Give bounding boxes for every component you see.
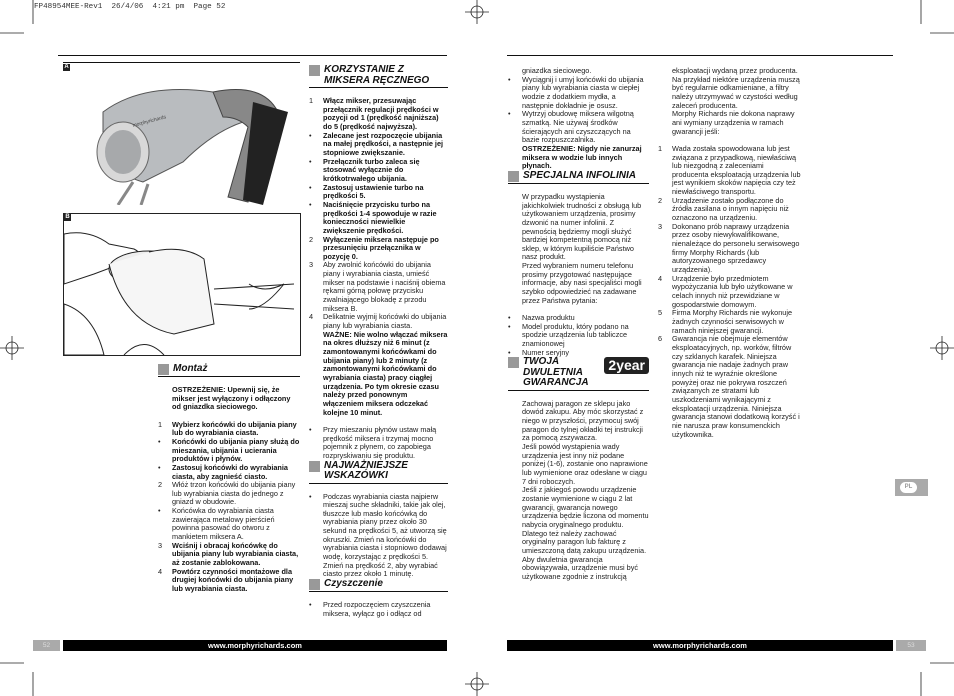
list-item [658,334,802,439]
column-assembly [158,363,300,594]
list-marker: 4 [658,273,663,283]
list-marker: 3 [158,540,163,550]
paragraph: eksploatacji wydaną przez producenta. Na przykład niektóre urządzenia muszą być regularnie odkamieniane, a filtry należy utrzymywać w czystości według zaleceń producenta. [672,66,800,110]
paragraph: Aby dwuletnia gwarancja obowiązywała, urządzenie musi być użytkowane zgodnie z instrukcją [522,554,638,581]
section-heading-text: KORZYSTANIE Z MIKSERA RĘCZNEGO [324,64,430,86]
list-item [508,74,649,111]
list-item-text: Końcówka do wyrabiania ciasta zawierająca metalowy pierścień powinna pasować do otworu z mankietem miksera A. [172,506,275,542]
list-item [309,199,448,236]
list-item [309,130,448,158]
list-marker: • [309,130,312,140]
two-year-guarantee-badge: 2year [604,357,649,374]
list-item-text: Wybierz końcówki do ubijania piany lub do wyrabiania ciasta. [172,419,297,438]
section-heading-text: Czyszczenie [324,578,383,590]
list-item-text: Numer seryjny [522,347,570,357]
list-item [658,143,802,197]
list-item-text: Zalecane jest rozpoczęcie ubijania na małej prędkości, a następnie jej stopniowe zwiększanie. [323,130,444,157]
list-item-text: Wytrzyj obudowę miksera wilgotną szmatką. Nie używaj środków ścierających ani czyszczących na bazie rozpuszczalnika. [522,109,634,145]
section-heading [158,364,300,377]
heading-square-icon [508,171,519,182]
list-item [309,312,448,331]
list-item-text: Wyłączenie miksera następuje po przesunięciu przełącznika w pozycję 0. [323,234,439,261]
list-item-text: Przed rozpoczęciem czyszczenia miksera, wyłącz go i odłącz od [323,600,431,618]
language-tab-label: PL [900,482,917,493]
list-item-text: Aby zwolnić końcówki do ubijania piany i wyrabiania ciasta, umieść mikser na podstawie i naciśnij obiema rękami górną połowę przycisku zwalniającego blokadę z przodu miksera B. [323,260,446,313]
list-item-text: Gwarancja nie obejmuje elementów eksploatacyjnych, np. worków, filtrów czy szklanych karafek. Niniejsza gwarancja nie nadaje żadnych praw innych niż te wyraźnie określone powyżej oraz nie pokrywa roszczeń związanych ze stratami lub uszkodzeniami wynikającymi z eksploatacji urządzenia. Niniejsza gwarancja stanowi dodatkową korzyść i nie narusza praw konsumenckich użytkownika. [672,334,800,439]
list-item [158,506,300,542]
paragraph: W przypadku wystąpienia jakichkolwiek trudności z obsługą lub użytkowaniem urządzenia, prosimy dzwonić na numer infolinii. Z pewnością będziemy mogli służyć bardziej kompetentną pomocą niż sklep, w którym kupiliście Państwo nasz produkt. [522,191,642,262]
list-item [158,462,300,481]
paragraph: Zachowaj paragon ze sklepu jako dowód zakupu. Aby móc skorzystać z niego w przyszłości, przymocuj swój paragon do tylnej okładki tej instrukcji za pomocą zszywacza. [522,398,644,443]
footer-url-left: www.morphyrichards.com [63,640,447,651]
paragraph: gniazdka sieciowego. [522,66,592,75]
list-marker: • [309,156,312,166]
paragraph: Jeśli z jakiegoś powodu urządzenie zostanie wymienione w ciągu 2 lat gwarancji, gwarancja nowego urządzenia będzie liczona od momentu nabycia oryginalnego produktu. Dlatego też należy zachować oryginalny paragon lub fakturę z umieszczoną datą zakupu urządzenia. [522,485,649,555]
print-slug: FP48954MEE-Rev1 26/4/06 4:21 pm Page 52 [34,3,226,11]
figure-b-label: B [65,214,70,220]
heading-square-icon [508,357,519,368]
list-item [658,221,802,275]
list-marker: 4 [309,312,314,322]
list-marker: 2 [158,480,163,490]
list-item-text: Włącz mikser, przesuwając przełącznik regulacji prędkości w pozycji od 1 (prędkość najniższa) do 5 (prędkość najwyższa). [323,96,439,131]
list-marker: • [508,347,511,357]
list-item-text: Wciśnij i obracaj końcówkę do ubijania piany lub wyrabiania ciasta, aż zostanie zablokowana. [172,540,299,568]
list-marker: 5 [658,308,663,318]
list-marker: 2 [658,195,663,205]
list-marker: • [158,506,161,516]
column-usage [309,64,448,618]
list-marker: • [309,199,312,209]
list-item-text: Końcówki do ubijania piany służą do mieszania, ubijania i ucierania produktów i płynów. [172,436,300,464]
section-heading [309,461,448,484]
list-marker: 3 [309,260,314,270]
list-item [508,321,649,349]
paragraph: WAŻNE: Nie wolno włączać miksera na okres dłuższy niż 6 minut (z zamontowanymi końcówkami do ubijania piany) lub 2 minuty (z zamontowanymi końcówkami do wyrabiania ciasta) pracy ciągłej urządzenia. Po tym okresie czasu należy przed ponownym włączeniem miksera odczekać kolejne 10 minut. [323,329,448,417]
section-heading-text: TWOJA DWULETNIA GWARANCJA [523,356,589,389]
list-marker: 3 [658,221,663,231]
language-tab [895,479,928,496]
section-heading [508,357,649,391]
figure-a-label: A [64,64,69,70]
list-item-text: Powtórz czynności montażowe dla drugiej końcówki do ubijania piany lub wyrabiania ciasta. [172,566,294,594]
paragraph: Przed wybraniem numeru telefonu prosimy przygotować następujące informacje, aby nasi specjaliści mogli szybko odpowiedzieć na zadawane przez Państwa pytania: [522,261,642,305]
list-item [309,182,448,201]
heading-square-icon [158,364,169,375]
column-helpline-warranty [508,66,649,582]
list-item [158,419,300,438]
page-number-left: 52 [33,640,60,651]
list-item [309,260,448,313]
list-marker: • [309,491,312,501]
list-item-text: Delikatnie wyjmij końcówki do ubijania piany lub wyrabiania ciasta. [323,312,447,331]
list-item [309,234,448,262]
section-heading [309,65,448,88]
page-number-right: 53 [896,640,926,651]
heading-square-icon [309,65,320,76]
list-item [309,156,448,184]
list-item [309,424,448,461]
list-marker: 4 [158,566,163,576]
list-item-text: Urządzenie zostało podłączone do źródła zasilana o innym napięciu niż oznaczono na urządzeniu. [672,195,789,223]
list-item-text: Urządzenie było przedmiotem wypożyczania lub było użytkowane w celach innych niż przewidziane w gospodarstwie domowym. [672,273,793,309]
list-marker: 2 [309,234,314,244]
list-marker: • [508,74,511,84]
list-item-text: Firma Morphy Richards nie wykonuje żadnych czynności serwisowych w ramach niniejszej gwarancji. [672,308,793,335]
list-item [658,195,802,223]
figure-a-mixer-image [63,72,300,205]
list-marker: • [508,109,511,119]
list-item [158,436,300,464]
list-item [658,308,802,335]
paragraph: Jeśli powód wystąpienia wady urządzenia jest inny niż podane poniżej (1-6), zostanie ono naprawione lub wymienione oraz odesłane w ciągu 7 dni roboczych. [522,442,648,486]
list-item [309,600,448,618]
section-heading-text: Montaż [173,363,208,374]
heading-square-icon [309,579,320,590]
section-heading [309,579,448,592]
list-item-text: Włóż trzon końcówki do ubijania piany lub wyrabiania ciasta do jednego z gniazd w obudowie. [172,480,296,507]
list-marker: 1 [658,143,663,153]
list-item [309,96,448,132]
list-item-text: Podczas wyrabiania ciasta najpierw mieszaj suche składniki, takie jak olej, tłuszcze lub masło końcówką do wyrabiania piany przez około 30 sekund na prędkości 5, aż utworzą się okruszki. Zmień na końcówki do wyrabiania ciasta i stopniowo dodawaj wodę, korzystając z prędkości 5. Zmień na prędkość 2, aby wyrabiać ciasto przez około 1 minutę. [323,491,447,579]
list-item [158,540,300,568]
list-item [158,566,300,594]
list-item [158,480,300,507]
list-item-text: Przy mieszaniu płynów ustaw małą prędkość miksera i trzymaj mocno pojemnik z płynem, co zapobiega rozpryskiwaniu się produktu. [323,424,437,460]
list-marker: • [158,462,161,472]
section-heading-text: NAJWAŻNIEJSZE WSKAZÓWKI [324,459,408,481]
list-marker: 1 [158,419,163,429]
paragraph: Morphy Richards nie dokona naprawy ani wymiany urządzenia w ramach gwarancji jeśli: [672,109,795,136]
list-item-text: Wyciągnij i umyj końcówki do ubijania piany lub wyrabiania ciasta w ciepłej wodzie z dodatkiem mydła, a następnie dokładnie je osusz. [522,74,644,110]
list-marker: 1 [309,96,314,105]
top-rule-right [507,55,893,56]
list-marker: 6 [658,334,663,344]
mixer-brand-text: morphyrichards [131,114,167,129]
column-warranty-conditions [658,66,802,439]
list-item [309,491,448,580]
figure-a-rule [63,62,300,63]
list-marker: • [309,182,312,192]
list-item-text: Model produktu, który podano na spodzie urządzenia lub tabliczce znamionowej [522,321,629,348]
section-heading [508,171,649,184]
list-item [658,273,802,310]
list-item-text: Wada została spowodowana lub jest związana z przypadkową, niewłaściwą lub niezgodną z zaleceniami producenta eksploatacją urządzenia lub jest wynikiem skoków napięcia czy też niewłaściwego transportu. [672,143,801,197]
paragraph: OSTRZEŻENIE: Upewnij się, że mikser jest wyłączony i odłączony od gniazdka sieciowego. [172,385,291,412]
list-item [508,109,649,145]
list-item-text: Zastosuj końcówki do wyrabiania ciasta, aby zagnieść ciasto. [172,462,288,481]
list-item-text: Naciśnięcie przycisku turbo na prędkości 1-4 spowoduje w razie konieczności niewielkie zwiększenie prędkości. [323,199,437,235]
list-marker: • [508,313,511,322]
list-item-text: Dokonano prób naprawy urządzenia przez osoby niewykwalifikowane, nienależące do personelu serwisowego firmy Morphy Richards (lub autoryzowanego sprzedawcy urządzenia). [672,221,800,275]
list-marker: • [158,436,161,446]
list-marker: • [309,600,312,610]
section-heading-text: SPECJALNA INFOLINIA [523,169,636,181]
figure-b-hands-image [63,213,301,356]
list-item-text: Nazwa produktu [522,313,575,322]
paragraph: OSTRZEŻENIE: Nigdy nie zanurzaj miksera w wodzie lub innych płynach. [522,143,642,171]
list-marker: • [508,321,511,331]
list-item-text: Zastosuj ustawienie turbo na prędkości 5. [323,182,424,201]
footer-url-right: www.morphyrichards.com [507,640,893,651]
list-marker: • [309,424,312,434]
list-item-text: Przełącznik turbo zaleca się stosować wyłącznie do krótkotrwałego ubijania. [323,156,420,183]
top-rule-left [58,55,447,56]
heading-square-icon [309,461,320,472]
